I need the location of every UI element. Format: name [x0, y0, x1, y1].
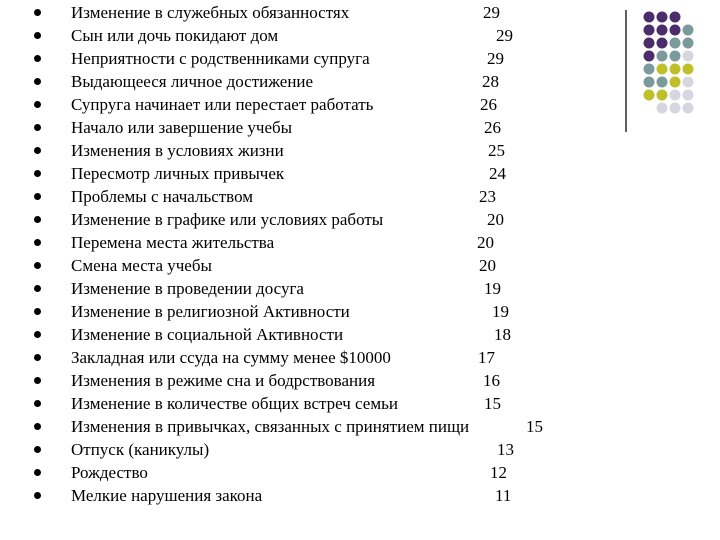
dot [644, 25, 655, 36]
dot [644, 90, 655, 101]
item-value: 15 [526, 417, 543, 436]
item-value: 20 [477, 233, 494, 252]
item-label: Изменения в режиме сна и бодрствования [71, 371, 376, 390]
dot [670, 64, 681, 75]
list-item [0, 139, 600, 162]
item-label: Отпуск (каникулы) [71, 440, 210, 459]
list-item [0, 369, 600, 392]
dot [683, 90, 694, 101]
item-value: 29 [483, 3, 500, 22]
item-label: Изменения в условиях жизни [71, 141, 284, 160]
bullet-icon [34, 308, 41, 315]
list-item [0, 323, 600, 346]
bullet-icon [34, 377, 41, 384]
bullet-icon [34, 193, 41, 200]
dot [644, 51, 655, 62]
list-item [0, 415, 600, 438]
item-value: 11 [495, 486, 512, 505]
dot [657, 38, 668, 49]
bullet-icon [34, 239, 41, 246]
list-item [0, 461, 600, 484]
item-value: 23 [479, 187, 496, 206]
list-item [0, 1, 600, 24]
dot [670, 77, 681, 88]
list-item [0, 254, 600, 277]
dot [644, 64, 655, 75]
item-value: 29 [487, 49, 504, 68]
bullet-icon [34, 170, 41, 177]
list-item [0, 300, 600, 323]
dot [683, 25, 694, 36]
bullet-icon [34, 469, 41, 476]
bullet-icon [34, 55, 41, 62]
dot [644, 77, 655, 88]
bullet-icon [34, 124, 41, 131]
item-label: Изменение в проведении досуга [71, 279, 304, 298]
list-item [0, 277, 600, 300]
list-item [0, 484, 600, 507]
dot [683, 51, 694, 62]
item-value: 26 [480, 95, 497, 114]
bullet-icon [34, 400, 41, 407]
dot [670, 51, 681, 62]
item-value: 26 [484, 118, 501, 137]
item-value: 20 [487, 210, 504, 229]
list-item [0, 231, 600, 254]
item-value: 24 [489, 164, 506, 183]
dot [670, 103, 681, 114]
bullet-icon [34, 101, 41, 108]
item-label: Закладная или ссуда на сумму менее $10000 [71, 348, 391, 367]
item-value: 19 [484, 279, 501, 298]
dot [657, 103, 668, 114]
item-label: Мелкие нарушения закона [71, 486, 263, 505]
list-item [0, 162, 600, 185]
dot [670, 25, 681, 36]
item-label: Изменение в служебных обязанностях [71, 3, 350, 22]
item-label: Выдающееся личное достижение [71, 72, 314, 91]
item-value: 20 [479, 256, 496, 275]
bullet-icon [34, 262, 41, 269]
dot [670, 90, 681, 101]
item-value: 18 [494, 325, 511, 344]
dot [683, 77, 694, 88]
list-item [0, 93, 600, 116]
item-label: Сын или дочь покидают дом [71, 26, 279, 45]
item-value: 25 [488, 141, 505, 160]
item-value: 17 [478, 348, 495, 367]
item-label: Изменение в графике или условиях работы [71, 210, 384, 229]
dot [657, 51, 668, 62]
bullet-icon [34, 285, 41, 292]
dot [670, 38, 681, 49]
item-value: 13 [497, 440, 514, 459]
item-value: 19 [492, 302, 509, 321]
bullet-icon [34, 216, 41, 223]
list-item [0, 70, 600, 93]
item-label: Пересмотр личных привычек [71, 164, 285, 183]
bullet-icon [34, 78, 41, 85]
bullet-icon [34, 423, 41, 430]
bullet-icon [34, 446, 41, 453]
item-label: Изменения в привычках, связанных с принятием пищи [71, 417, 470, 436]
item-label: Проблемы с начальством [71, 187, 254, 206]
item-value: 29 [496, 26, 513, 45]
item-value: 15 [484, 394, 501, 413]
dot [683, 64, 694, 75]
list-item [0, 185, 600, 208]
bullet-icon [34, 331, 41, 338]
item-value: 28 [482, 72, 499, 91]
dot [683, 38, 694, 49]
dot [644, 12, 655, 23]
item-label: Изменение в социальной Активности [71, 325, 344, 344]
dot [670, 12, 681, 23]
item-label: Супруга начинает или перестает работать [71, 95, 374, 114]
dot [657, 12, 668, 23]
list-item [0, 208, 600, 231]
dot-pattern [644, 12, 694, 114]
dot [657, 90, 668, 101]
item-label: Рождество [71, 463, 148, 482]
dot [657, 25, 668, 36]
dot [644, 38, 655, 49]
bullet-icon [34, 9, 41, 16]
item-label: Смена места учебы [71, 256, 212, 275]
item-label: Начало или завершение учебы [71, 118, 293, 137]
list-item [0, 116, 600, 139]
item-label: Изменение в количестве общих встреч семьи [71, 394, 398, 413]
bullet-icon [34, 354, 41, 361]
item-label: Неприятности с родственниками супруга [71, 49, 370, 68]
item-value: 12 [490, 463, 507, 482]
item-label: Перемена места жительства [71, 233, 275, 252]
bullet-icon [34, 32, 41, 39]
bullet-icon [34, 492, 41, 499]
list-item [0, 392, 600, 415]
bullet-icon [34, 147, 41, 154]
list-item [0, 438, 600, 461]
item-value: 16 [483, 371, 500, 390]
list-item [0, 47, 600, 70]
list-item [0, 24, 600, 47]
dot [657, 64, 668, 75]
item-label: Изменение в религиозной Активности [71, 302, 350, 321]
dot [683, 103, 694, 114]
dot [657, 77, 668, 88]
list-item [0, 346, 600, 369]
